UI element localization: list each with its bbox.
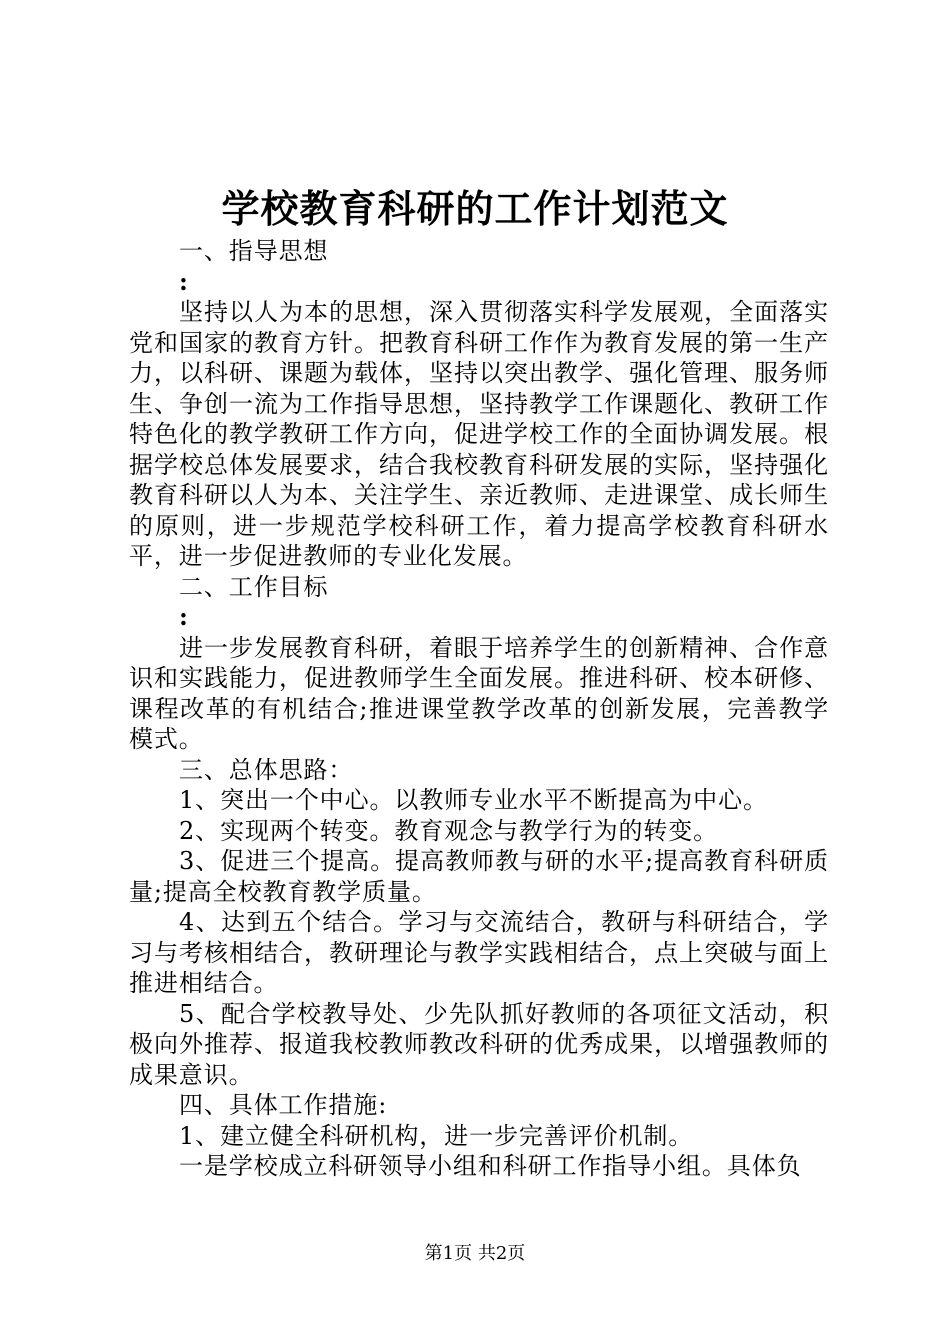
document-title: 学校教育科研的工作计划范文 bbox=[221, 186, 729, 231]
section-heading-work-goals: 二、工作目标 bbox=[179, 572, 329, 601]
list-item: 3、促进三个提高。提高教师教与研的水平;提高教育科研质量;提高全校教育教学质量。 bbox=[129, 847, 829, 906]
page-footer: 第1页 共2页 bbox=[424, 1243, 526, 1264]
heading-colon: : bbox=[179, 602, 189, 631]
list-item: 5、配合学校教导处、少先队抓好教师的各项征文活动，积极向外推荐、报道我校教师教改科研的优秀成果，以增强教师的成果意识。 bbox=[129, 999, 829, 1089]
section-heading-specific-measures: 四、具体工作措施: bbox=[179, 1091, 388, 1119]
heading-colon: : bbox=[179, 266, 189, 296]
document-body bbox=[129, 236, 829, 1182]
list-item: 1、建立健全科研机构，进一步完善评价机制。 bbox=[179, 1121, 694, 1150]
paragraph-work-goals: 进一步发展教育科研，着眼于培养学生的创新精神、合作意识和实践能力，促进教师学生全面发展。推进科研、校本研修、课程改革的有机结合;推进课堂教学改革的创新发展，完善教学模式。 bbox=[129, 633, 829, 753]
section-heading-overall-approach: 三、总体思路： bbox=[179, 755, 354, 784]
list-item: 4、达到五个结合。学习与交流结合，教研与科研结合，学习与考核相结合，教研理论与教学实践相结合，点上突破与面上推进相结合。 bbox=[129, 908, 829, 997]
paragraph-specific-measures: 一是学校成立科研领导小组和科研工作指导小组。具体负 bbox=[179, 1152, 802, 1180]
list-item: 2、实现两个转变。教育观念与教学行为的转变。 bbox=[179, 816, 719, 845]
paragraph-guiding-ideology: 坚持以人为本的思想，深入贯彻落实科学发展观，全面落实党和国家的教育方针。把教育科研工作作为教育发展的第一生产力，以科研、课题为载体，坚持以突出教学、强化管理、服务师生、争创一流为工作指导思想，坚持教学工作课题化、教研工作特色化的教学教研工作方向，促进学校工作的全面协调发展。根据学校总体发展要求，结合我校教育科研发展的实际，坚持强化教育科研以人为本、关注学生、亲近教师、走进课堂、成长师生的原则，进一步规范学校科研工作，着力提高学校教育科研水平，进一步促进教师的专业化发展。 bbox=[129, 298, 829, 570]
section-heading-guiding-ideology: 一、指导思想 bbox=[179, 237, 329, 265]
list-item: 1、突出一个中心。以教师专业水平不断提高为中心。 bbox=[179, 786, 768, 814]
